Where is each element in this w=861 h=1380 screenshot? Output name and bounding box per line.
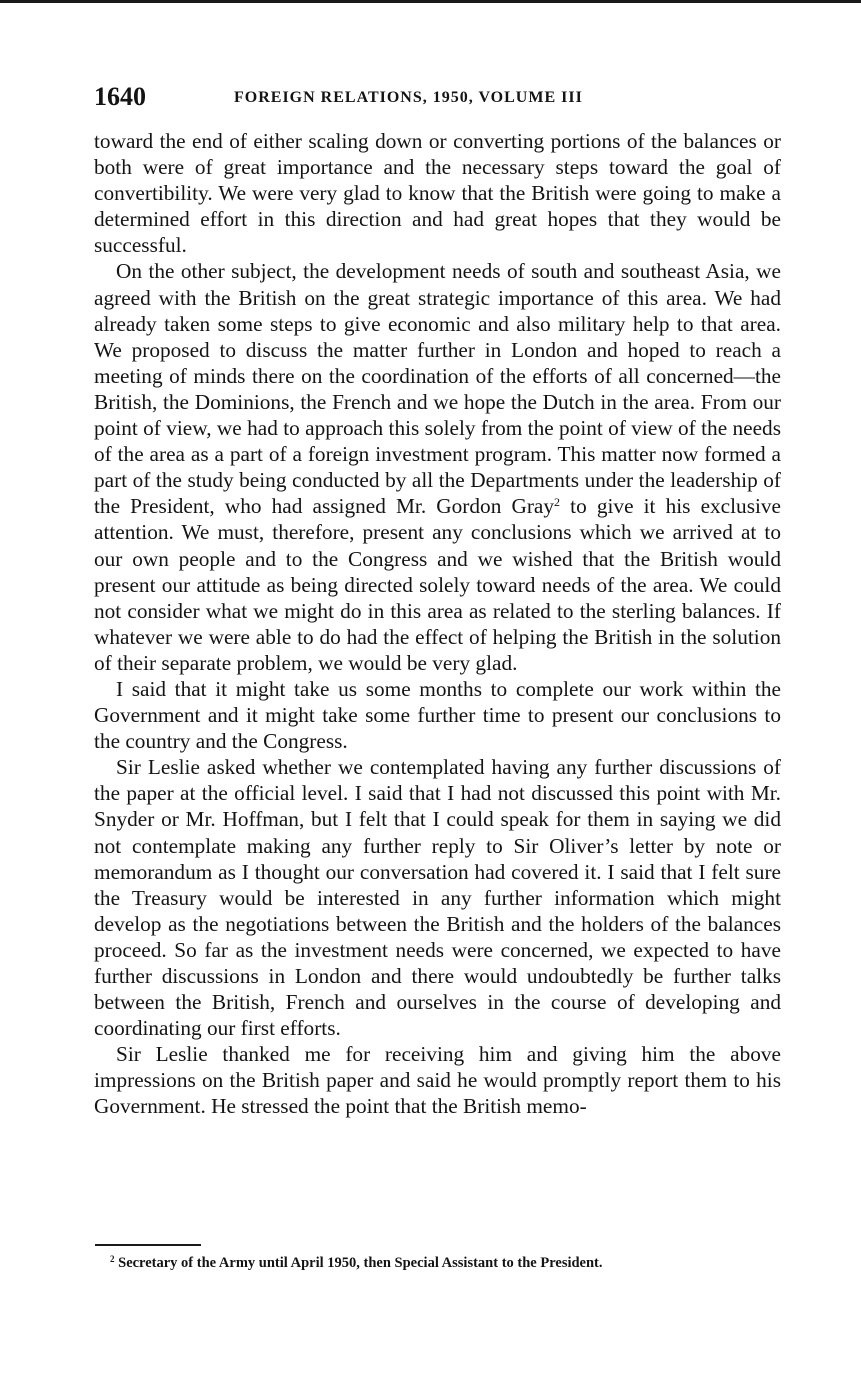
paragraph-further-discussions: Sir Leslie asked whether we contemplated having any further discussions of the paper at the official level. I said that I had not discussed this point with Mr. Snyder or Mr. Hoffman, but I felt that I could speak for them in saying we did not contemplate making any further reply to Sir Oliver’s letter by note or memorandum as I thought our conversation had covered it. I said that I felt sure the Treasury would be interested in any further information which might develop as the negotiations between the British and the holders of the balances proceed. So far as the investment needs were concerned, we expected to have further discussions in London and there would undoubtedly be further talks between the British, French and ourselves in the course of developing and coordinating our first efforts. [94,755,781,1041]
running-title: FOREIGN RELATIONS, 1950, VOLUME III [234,89,583,106]
main-text [94,128,781,1120]
footnote-reference[interactable]: 2 [554,495,561,510]
top-border-rule [0,0,861,3]
page-number: 1640 [94,82,146,111]
paragraph-text-part-1: On the other subject, the development needs of south and southeast Asia, we agreed with the British on the great strategic importance of this area. We had already taken some steps to give economic and also military help to that area. We proposed to discuss the matter further in London and hoped to reach a meeting of minds there on the coordination of the efforts of all concerned—the British, the Dominions, the French and we hope the Dutch in the area. From our point of view, we had to approach this solely from the point of view of the needs of the area as a part of a foreign investment program. This matter now formed a part of the study being conducted by all the Departments under the leadership of the President, who had assigned Mr. Gordon Gray [94,259,781,519]
paragraph-text-part-2: to give it his exclusive attention. We must, therefore, present any conclusions which we arrived at to our own people and to the Congress and we wished that the British would present our attitude as being directed solely toward needs of the area. We could not consider what we might do in this area as related to the sterling balances. If whatever we were able to do had the effect of helping the British in the solution of their separate problem, we would be very glad. [94,494,781,675]
paragraph-development-needs [94,258,781,676]
footnote-text: Secretary of the Army until April 1950, then Special Assistant to the President. [114,1255,603,1271]
footnote-mark: 2 [110,1254,115,1264]
paragraph-continued: toward the end of either scaling down or converting portions of the balances or both were of great importance and the necessary steps toward the goal of convertibility. We were very glad to know that the British were going to make a determined effort in this direction and had great hopes that they would be successful. [94,129,781,258]
running-head [94,82,784,112]
footnote [110,1253,790,1273]
paragraph-thanks: Sir Leslie thanked me for receiving him and giving him the above impressions on the British paper and said he would promptly report them to his Government. He stressed the point that the British memo- [94,1042,781,1119]
footnote-divider [95,1244,201,1246]
paragraph-months: I said that it might take us some months to complete our work within the Government and it might take some further time to present our conclusions to the country and the Congress. [94,676,781,754]
